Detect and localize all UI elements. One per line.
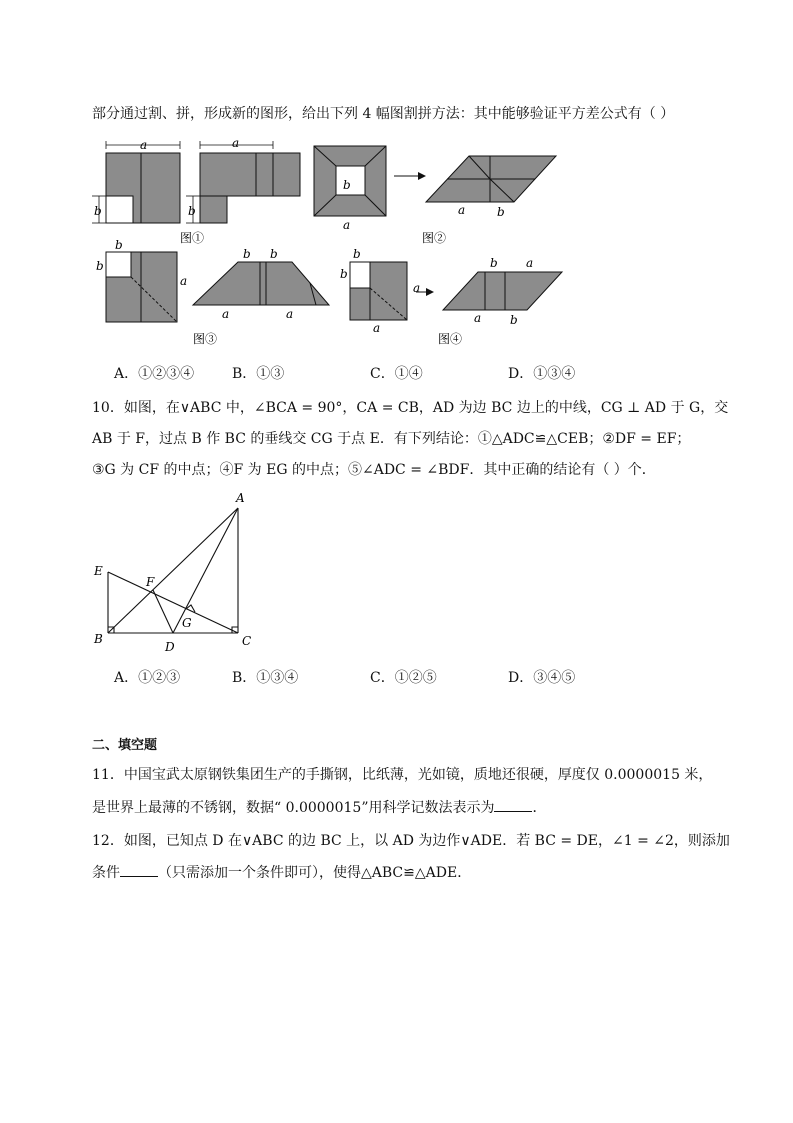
fig1-left-label-b: b (94, 204, 102, 218)
fig4-label-a-top: a (526, 256, 534, 270)
q9-stem: 部分通过割、拼，形成新的图形，给出下列 4 幅图割拼方法：其中能够验证平方差公式有（ ） (92, 106, 675, 122)
q10-line3: ③G 为 CF 的中点；④F 为 EG 的中点；⑤∠ADC = ∠BDF．其中正确的结论有（ ）个． (92, 462, 656, 478)
fig3-label-a-right: a (180, 274, 188, 288)
q9-option-b[interactable]: B．①③ (232, 366, 285, 382)
q10-line2: AB 于 F，过点 B 作 BC 的垂线交 CG 于点 E．有下列结论：①△ADC≌△CEB；②DF = EF； (92, 431, 691, 447)
q10-point-d: D (165, 640, 175, 654)
q9-option-a[interactable]: A．①②③④ (114, 366, 195, 382)
q10-option-d[interactable]: D．③④⑤ (508, 670, 576, 686)
q11-line1: 11．中国宝武太原钢铁集团生产的手撕钢，比纸薄，光如镜，质地还很硬，厚度仅 0.0000015 米， (92, 767, 713, 783)
fig4-label-b-top: b (490, 256, 498, 270)
q12-line2-text: 条件 (92, 865, 120, 881)
q10-option-b[interactable]: B．①③④ (232, 670, 299, 686)
fig3-label-b-left: b (96, 259, 104, 273)
fig1-caption: 图① (180, 231, 205, 245)
q10-point-g: G (182, 616, 192, 630)
q11-line2-end: ． (532, 800, 547, 816)
fig3-label-b-t2: b (270, 247, 278, 261)
q11-line2-text: 是世界上最薄的不锈钢，数据“ 0.0000015”用科学记数法表示为 (92, 800, 495, 816)
fig3-caption: 图③ (193, 332, 218, 346)
fig2-label-b2: b (497, 205, 505, 219)
section-title: 二、填空题 (92, 738, 158, 753)
fig4-label-b-left: b (340, 267, 348, 281)
fig4-label-b-bot: b (510, 313, 518, 327)
fig3-label-a-b1: a (222, 307, 230, 321)
fig4-label-b-top: b (353, 247, 361, 261)
q9-option-c[interactable]: C．①④ (370, 366, 423, 382)
fig3-label-b-top: b (115, 238, 123, 252)
q10-option-a[interactable]: A．①②③ (114, 670, 181, 686)
fig4-label-a-bot: a (474, 311, 482, 325)
fig1-right-label-a: a (232, 136, 240, 150)
q9-option-d[interactable]: D．①③④ (508, 366, 576, 382)
fig2-label-a2: a (458, 203, 466, 217)
fig3-label-a-b2: a (286, 307, 294, 321)
fig2-label-b: b (343, 178, 351, 192)
fig3-label-b-t1: b (243, 247, 251, 261)
fig1-left-label-a: a (140, 138, 148, 152)
fig4-label-a-right: a (413, 281, 421, 295)
q10-point-c: C (242, 634, 252, 648)
q12-line2-end: （只需添加一个条件即可），使得△ABC≌△ADE． (158, 865, 472, 881)
q11-answer-blank[interactable] (494, 799, 532, 812)
fig4-label-a-bottom: a (373, 321, 381, 335)
q12-answer-blank[interactable] (120, 864, 158, 877)
fig1-right-label-b: b (188, 204, 196, 218)
q10-option-c[interactable]: C．①②⑤ (370, 670, 437, 686)
q10-point-e: E (94, 564, 103, 578)
fig2-caption: 图② (422, 231, 447, 245)
q10-point-f: F (146, 575, 155, 589)
q12-line1: 12．如图，已知点 D 在∨ABC 的边 BC 上，以 AD 为边作∨ADE．若 BC = DE，∠1 = ∠2，则添加 (92, 833, 730, 849)
fig2-label-a: a (343, 218, 351, 232)
q12-line2 (92, 862, 471, 882)
q10-line1: 10．如图，在∨ABC 中，∠BCA = 90°，CA = CB，AD 为边 BC 边上的中线，CG ⊥ AD 于 G，交 (92, 400, 729, 416)
q11-line2 (92, 797, 546, 817)
q10-point-b: B (94, 632, 103, 646)
q10-point-a: A (236, 491, 245, 505)
fig4-caption: 图④ (438, 332, 463, 346)
